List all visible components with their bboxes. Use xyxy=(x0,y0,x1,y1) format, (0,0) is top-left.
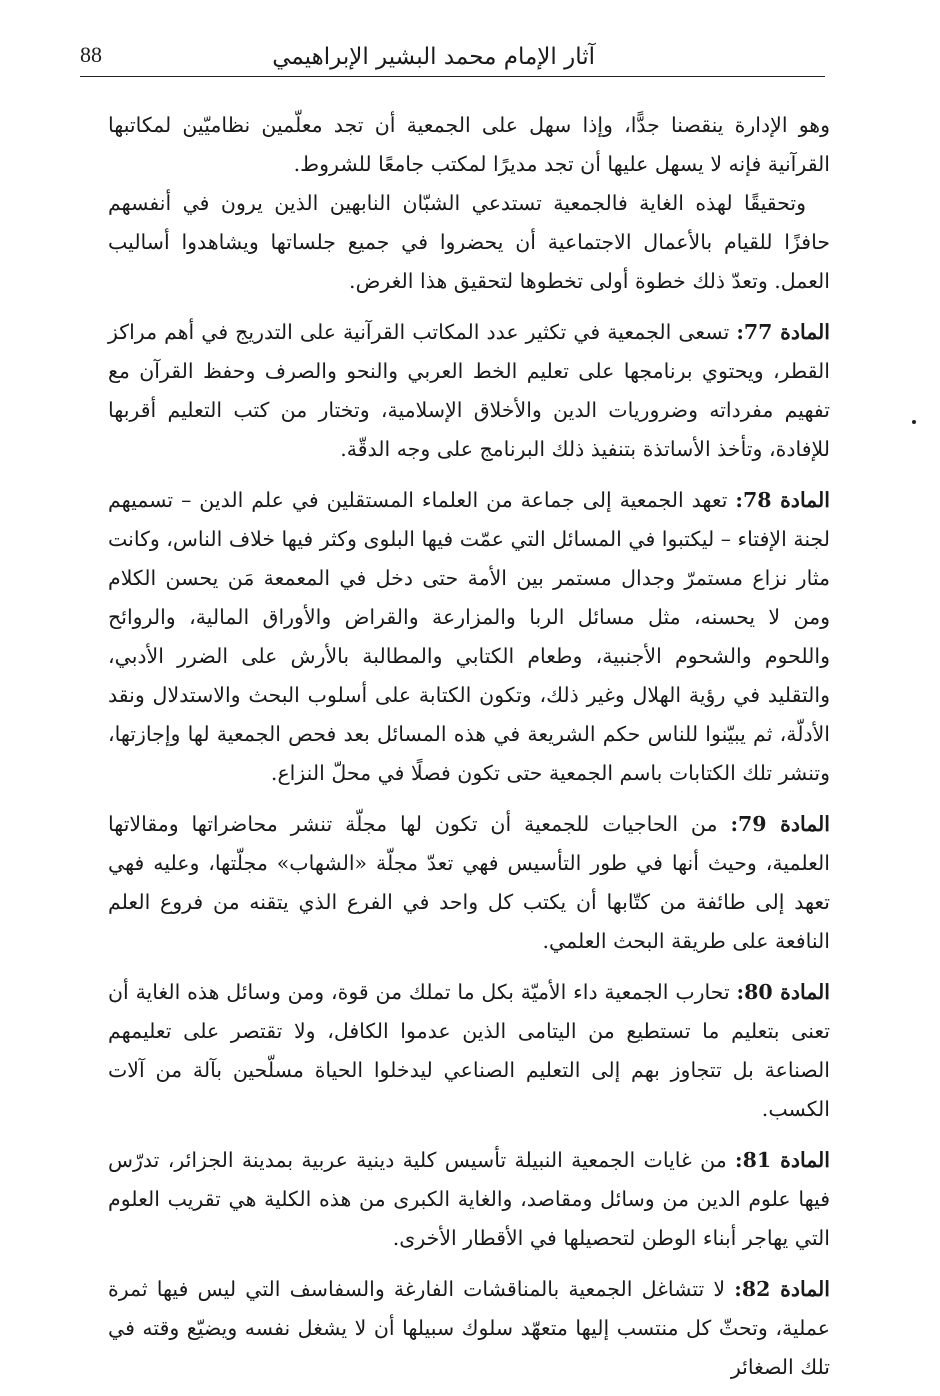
article-82 xyxy=(108,1270,830,1387)
article-text: تعهد الجمعية إلى جماعة من العلماء المستقلين في علم الدين – تسميهم لجنة الإفتاء – ليكتبوا في المسائل التي عمّت فيها البلوى وكثر فيها خلاف الناس، وكانت مثار نزاع مستمرّ وجدال مستمر بين الأمة حتى دخل في المعمعة مَن يحسن الكلام ومن لا يحسنه، مثل مسائل الربا والمزارعة والقراض والأوراق المالية، والروائح واللحوم والشحوم الأجنبية، وطعام الكتابي والمطالبة بالأرش على الضرر الأدبي، والتقليد في رؤية الهلال وغير ذلك، وتكون الكتابة على أسلوب البحث والاستدلال ونقد الأدلّة، ثم يبيّنوا للناس حكم الشريعة في هذه المسائل بعد فحص الجمعية لها وإجازتها، وتنشر تلك الكتابات باسم الجمعية حتى تكون فصلًا في محلّ النزاع. xyxy=(108,488,830,785)
article-label: المادة 80: xyxy=(736,980,830,1004)
article-79 xyxy=(108,805,830,961)
margin-dot xyxy=(912,420,916,424)
page-header xyxy=(80,36,825,77)
intro-paragraph: وهو الإدارة ينقصنا جدًّا، وإذا سهل على الجمعية أن تجد معلّمين نظاميّين لمكاتبها القرآنية فإنه لا يسهل عليها أن تجد مديرًا لمكتب جامعًا للشروط. xyxy=(108,113,830,176)
article-text: من غايات الجمعية النبيلة تأسيس كلية دينية عربية بمدينة الجزائر، تدرّس فيها علوم الدين من وسائل ومقاصد، والغاية الكبرى من هذه الكلية هي تقريب العلوم التي يهاجر أبناء الوطن لتحصيلها في الأقطار الأخرى. xyxy=(108,1148,830,1250)
article-81 xyxy=(108,1141,830,1258)
article-label: المادة 77: xyxy=(736,320,831,344)
article-label: المادة 82: xyxy=(734,1277,830,1301)
article-text: لا تتشاغل الجمعية بالمناقشات الفارغة والسفاسف التي ليس فيها ثمرة عملية، وتحثّ كل منتسب إليها متعهّد سلوك سبيلها أن لا يشغل نفسه ويضيّع وقته في تلك الصغائر xyxy=(108,1277,830,1379)
intro-paragraph: وتحقيقًا لهذه الغاية فالجمعية تستدعي الشبّان النابهين الذين يرون في أنفسهم حافزًا للقيام بالأعمال الاجتماعية أن يحضروا في جميع جلساتها ويشاهدوا أساليب العمل. وتعدّ ذلك خطوة أولى تخطوها لتحقيق هذا الغرض. xyxy=(108,191,830,293)
article-80 xyxy=(108,973,830,1129)
running-title: آثار الإمام محمد البشير الإبراهيمي xyxy=(272,44,595,70)
article-text: تحارب الجمعية داء الأميّة بكل ما تملك من قوة، ومن وسائل هذه الغاية أن تعنى بتعليم ما تستطيع من اليتامى الذين عدموا الكافل، ولا تقتصر على تعليمهم الصناعة بل تتجاوز بهم إلى التعليم الصناعي ليدخلوا الحياة مسلّحين بآلة من آلات الكسب. xyxy=(108,980,830,1121)
body-text xyxy=(108,106,830,1387)
article-77 xyxy=(108,313,830,469)
article-text: تسعى الجمعية في تكثير عدد المكاتب القرآنية على التدريج في أهم مراكز القطر، ويحتوي برنامجها على تعليم الخط العربي والنحو والصرف وحفظ القرآن مع تفهيم مفرداته وضروريات الدين والأخلاق الإسلامية، وتختار من كتب التعليم أقربها للإفادة، وتأخذ الأساتذة بتنفيذ ذلك البرنامج على وجه الدقّة. xyxy=(108,320,830,461)
article-label: المادة 79: xyxy=(730,812,830,836)
page-number: 88 xyxy=(80,42,102,67)
article-78 xyxy=(108,481,830,793)
article-label: المادة 81: xyxy=(735,1148,831,1172)
article-label: المادة 78: xyxy=(735,488,830,512)
article-text: من الحاجيات للجمعية أن تكون لها مجلّة تنشر محاضراتها ومقالاتها العلمية، وحيث أنها في طور التأسيس فهي تعدّ مجلّة «الشهاب» مجلّتها، وعليه فهي تعهد إلى طائفة من كتّابها أن يكتب كل واحد في الفرع الذي يتقنه من فروع العلم النافعة على طريقة البحث العلمي. xyxy=(108,812,830,953)
